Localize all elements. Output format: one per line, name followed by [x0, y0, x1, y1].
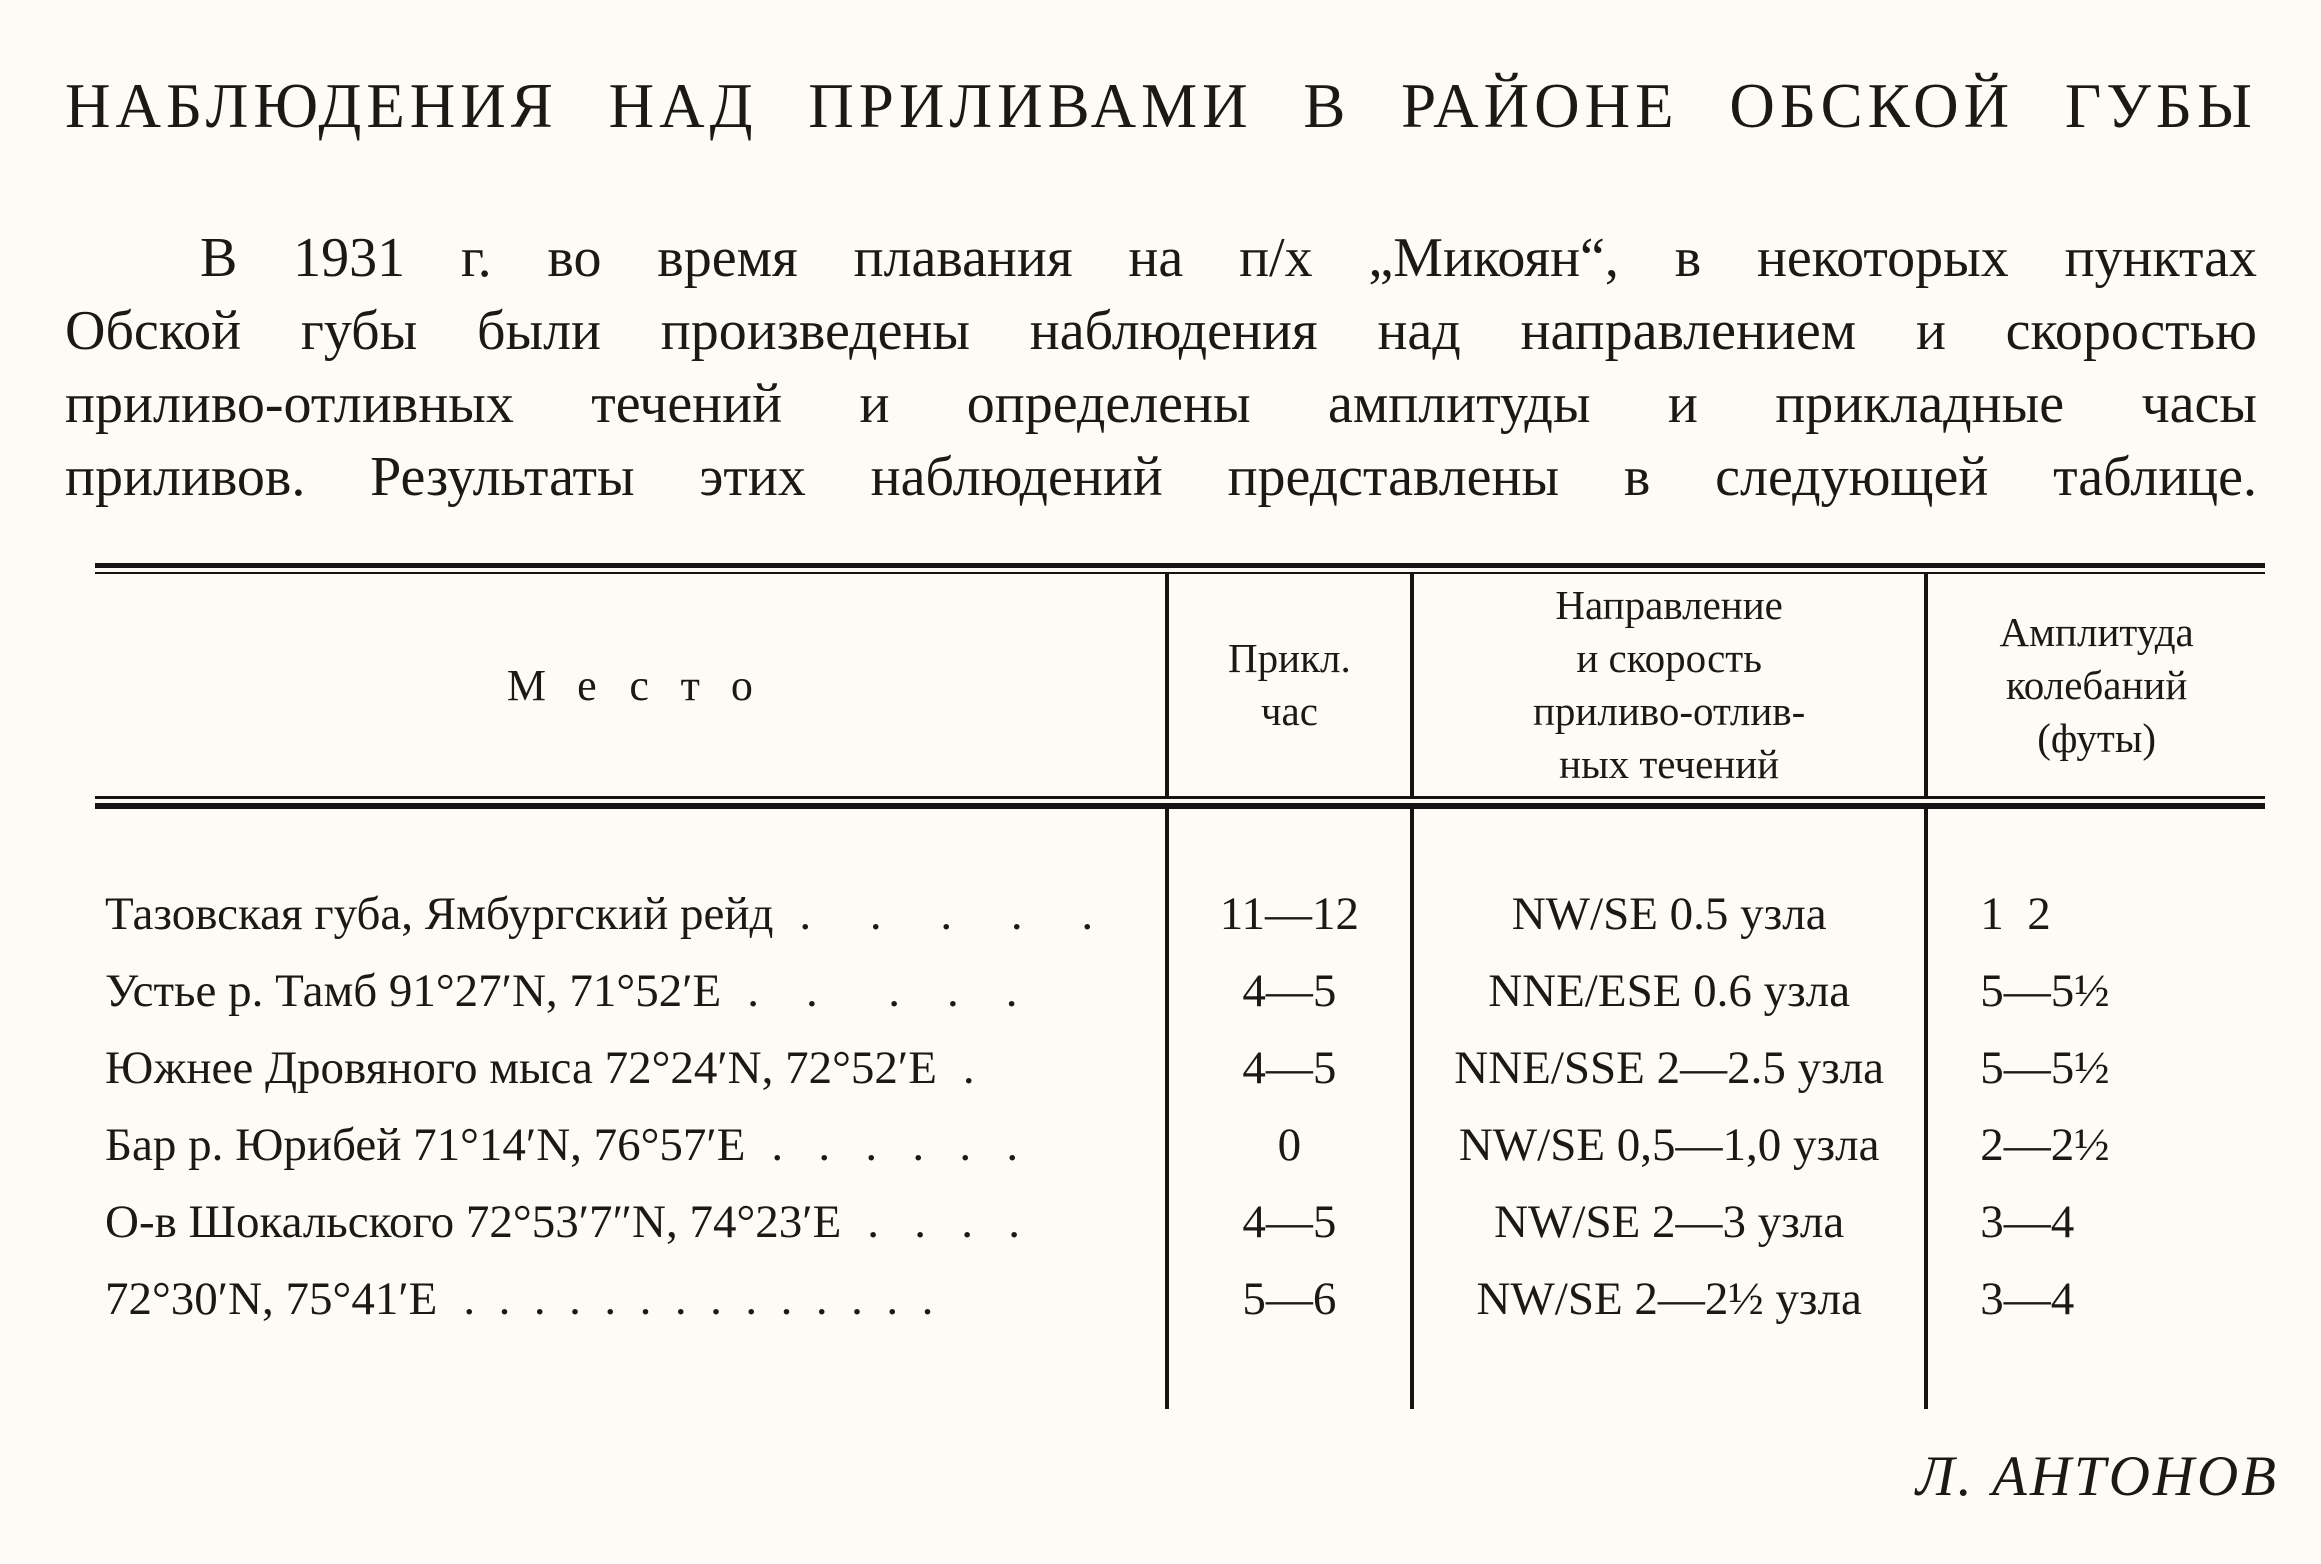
dot-leader: .	[962, 1041, 975, 1094]
observations-table	[95, 563, 2265, 1409]
table-cell-amplitude: 3—4	[1980, 1272, 2075, 1325]
column-current	[1410, 809, 1924, 1409]
page-title: НАБЛЮДЕНИЯ НАД ПРИЛИВАМИ В РАЙОНЕ ОБСКОЙ ГУБЫ	[65, 71, 2257, 141]
place-text: Бар р. Юрибей 71°14′N, 76°57′E	[105, 1118, 746, 1171]
table-header-current	[1410, 574, 1924, 796]
author-signature: Л. АНТОНОВ	[1915, 1445, 2279, 1508]
table-cell-amplitude: 5—5½	[1980, 1041, 2110, 1094]
header-hour-line: Прикл.	[1228, 635, 1351, 681]
dot-leader: . . . . .	[747, 964, 1018, 1017]
table-header-place	[95, 574, 1165, 796]
table-cell-current: NNE/SSE 2—2.5 узла	[1454, 1041, 1885, 1094]
paragraph-line: приливо-отливных течений и определены амплитуды и прикладные часы	[65, 373, 2257, 435]
place-text: О-в Шокальского 72°53′7″N, 74°23′E	[105, 1195, 842, 1248]
header-current-line: приливо-отлив-	[1532, 688, 1806, 734]
table-cell-amplitude: 5—5½	[1980, 964, 2110, 1017]
table-header-hour	[1165, 574, 1410, 796]
column-amplitude	[1924, 809, 2265, 1409]
table-cell-place	[95, 1106, 1165, 1183]
table-cell-place	[95, 1183, 1165, 1260]
column-hour	[1165, 809, 1410, 1409]
table-cell-amplitude: 1 2	[1980, 887, 2051, 940]
place-text: Устье р. Тамб 91°27′N, 71°52′E	[105, 964, 722, 1017]
table-cell-current: NNE/ESE 0.6 узла	[1488, 964, 1851, 1017]
table-cell-amplitude: 3—4	[1980, 1195, 2075, 1248]
header-place-label: Место	[506, 660, 785, 710]
table-cell-hour: 4—5	[1242, 1195, 1337, 1248]
table-cell-amplitude: 2—2½	[1980, 1118, 2110, 1171]
table-cell-hour: 4—5	[1242, 1041, 1337, 1094]
header-current-line: Направление	[1555, 582, 1783, 628]
header-amplitude-line: колебаний	[2005, 661, 2188, 708]
header-hour-line: час	[1260, 688, 1318, 734]
column-place	[95, 809, 1165, 1409]
header-amplitude-line: Амплитуда	[1999, 608, 2194, 655]
dot-leader: . . . . . . . . . . . . . .	[463, 1272, 934, 1325]
table-cell-current: NW/SE 2—2½ узла	[1476, 1272, 1862, 1325]
paragraph-line: В 1931 г. во время плавания на п/х „Микоян“, в некоторых пунктах	[200, 227, 2257, 289]
table-cell-hour: 5—6	[1242, 1272, 1337, 1325]
intro-paragraph	[65, 222, 2257, 514]
paragraph-line: Обской губы были произведены наблюдения над направлением и скоростью	[65, 300, 2257, 362]
table-cell-place	[95, 1260, 1165, 1337]
table-body	[95, 809, 2265, 1409]
table-cell-place	[95, 875, 1165, 952]
place-text: 72°30′N, 75°41′E	[105, 1272, 438, 1325]
header-amplitude-line: (футы)	[2037, 714, 2157, 761]
table-cell-place	[95, 1029, 1165, 1106]
place-text: Тазовская губа, Ямбургский рейд	[105, 887, 774, 940]
header-current-line: и скорость	[1576, 635, 1762, 681]
dot-leader: . . . . . .	[771, 1118, 1019, 1171]
table-cell-current: NW/SE 0.5 узла	[1511, 887, 1827, 940]
table-cell-hour: 4—5	[1242, 964, 1337, 1017]
table-header-row	[95, 574, 2265, 796]
table-cell-hour: 11—12	[1219, 887, 1360, 940]
table-cell-current: NW/SE 2—3 узла	[1494, 1195, 1845, 1248]
table-cell-hour: 0	[1277, 1118, 1302, 1171]
table-cell-place	[95, 952, 1165, 1029]
place-text: Южнее Дровяного мыса 72°24′N, 72°52′E	[105, 1041, 937, 1094]
header-current-line: ных течений	[1559, 741, 1780, 787]
dot-leader: . . . . .	[799, 887, 1094, 940]
table-cell-current: NW/SE 0,5—1,0 узла	[1458, 1118, 1880, 1171]
table-header-amplitude	[1924, 574, 2265, 796]
paragraph-line: приливов. Результаты этих наблюдений представлены в следующей таблице.	[65, 446, 2257, 508]
dot-leader: . . . .	[867, 1195, 1021, 1248]
